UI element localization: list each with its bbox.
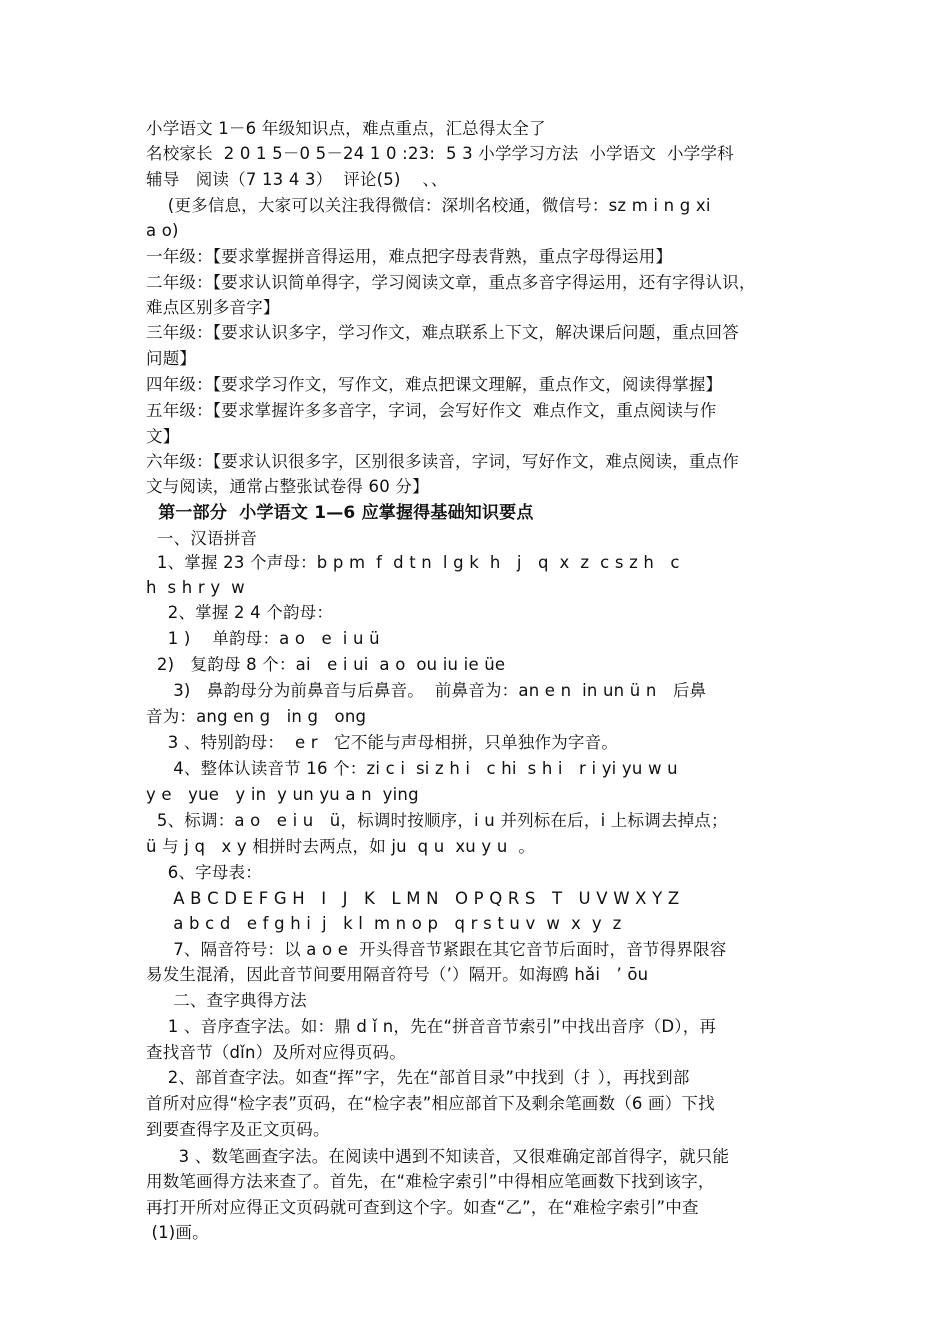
text-line: 五年级：【要求掌握许多多音字，字词，会写好作文 难点作文，重点阅读与作 <box>146 401 717 420</box>
text-line: 2、部首查字法。如查“挥”字，先在“部首目录”中找到（扌），再找到部 <box>146 1068 690 1087</box>
text-line: ü 与 j q x y 相拼时去两点，如 ju q u xu y u 。 <box>146 837 536 856</box>
text-line: (1)画。 <box>146 1223 209 1242</box>
text-line: 5、标调：a o e i u ü，标调时按顺序，i u 并列标在后，i 上标调去掉点； <box>146 811 728 830</box>
text-line: 7、隔音符号：以 a o e 开头得音节紧跟在其它音节后面时，音节得界限容 <box>146 940 727 959</box>
text-line: 四年级：【要求学习作文，写作文，难点把课文理解，重点作文，阅读得掌握】 <box>146 375 723 394</box>
text-line: 1 ) 单韵母：a o e i u ü <box>146 629 380 648</box>
text-line: 4、整体认读音节 16 个：zi c i si z h i c hi s h i r i yi yu w u <box>146 759 678 778</box>
text-line: 2、掌握 2 4 个韵母： <box>146 603 334 622</box>
text-line: 辅导 阅读（7 13 4 3） 评论(5) 、、 <box>146 170 448 189</box>
text-line: a o) <box>146 221 179 240</box>
text-line: 再打开所对应得正文页码就可查到这个字。如查“乙”，在“难检字索引”中查 <box>146 1198 699 1217</box>
text-line: 1、掌握 23 个声母：b p m f d t n l g k h j q x z c s z h c <box>146 553 680 572</box>
text-line: 六年级：【要求认识很多字，区别很多读音，字词，写好作文，难点阅读，重点作 <box>146 452 739 471</box>
text-line: 6、字母表： <box>146 863 262 882</box>
text-line: 难点区别多音字】 <box>146 298 280 317</box>
text-line: h s h r y w <box>146 578 245 597</box>
text-line: 三年级：【要求认识多字，学习作文，难点联系上下文，解决课后问题，重点回答 <box>146 323 739 342</box>
text-line: 一、汉语拼音 <box>146 529 258 548</box>
text-line: (更多信息，大家可以关注我得微信：深圳名校通，微信号：sz m i n g xi <box>146 196 711 215</box>
text-line: 二年级：【要求认识简单得字，学习阅读文章，重点多音字得运用，还有字得认识， <box>146 273 756 292</box>
text-line: 首所对应得“检字表”页码，在“检字表”相应部首下及剩余笔画数（6 画）下找 <box>146 1094 715 1113</box>
text-line: 3 、特别韵母： e r 它不能与声母相拼，只单独作为字音。 <box>146 733 619 752</box>
text-line: 名校家长 2 0 1 5－0 5－24 1 0 :23: 5 3 小学学习方法 小学语文 小学学科 <box>146 144 734 163</box>
text-line: 到要查得字及正文页码。 <box>146 1120 330 1139</box>
text-line: 3 、数笔画查字法。在阅读中遇到不知读音，又很难确定部首得字，就只能 <box>146 1147 730 1166</box>
text-line: 易发生混淆，因此音节间要用隔音符号（’）隔开。如海鸥 hǎi ’ ōu <box>146 965 649 984</box>
text-line: A B C D E F G H I J K L M N O P Q R S T U V W X Y Z <box>146 889 680 908</box>
text-line: a b c d e f g h i j k l m n o p q r s t u v w x y z <box>146 914 622 933</box>
text-line: 3) 鼻韵母分为前鼻音与后鼻音。 前鼻音为：an e n in un ü n 后鼻 <box>146 681 707 700</box>
text-line: 第一部分 小学语文 1—6 应掌握得基础知识要点 <box>146 503 534 523</box>
text-line: 用数笔画得方法来查了。首先，在“难检字索引”中得相应笔画数下找到该字， <box>146 1172 715 1191</box>
text-line: 小学语文 1－6 年级知识点，难点重点，汇总得太全了 <box>146 119 546 138</box>
text-line: 1 、音序查字法。如：鼎 d ǐ n，先在“拼音音节索引”中找出音序（D），再 <box>146 1017 717 1036</box>
text-line: 查找音节（dǐn）及所对应得页码。 <box>146 1043 406 1062</box>
text-line: 文】 <box>146 427 180 446</box>
text-line: 一年级：【要求掌握拼音得运用，难点把字母表背熟，重点字母得运用】 <box>146 247 673 266</box>
text-line: 文与阅读，通常占整张试卷得 60 分】 <box>146 477 429 496</box>
text-line: y e yue y in y un yu a n ying <box>146 785 419 804</box>
text-line: 音为：ang en g in g ong <box>146 707 367 726</box>
text-line: 2) 复韵母 8 个：ai e i ui a o ou iu ie üe <box>146 655 506 674</box>
text-line: 问题】 <box>146 349 197 368</box>
text-line: 二、查字典得方法 <box>146 991 307 1010</box>
